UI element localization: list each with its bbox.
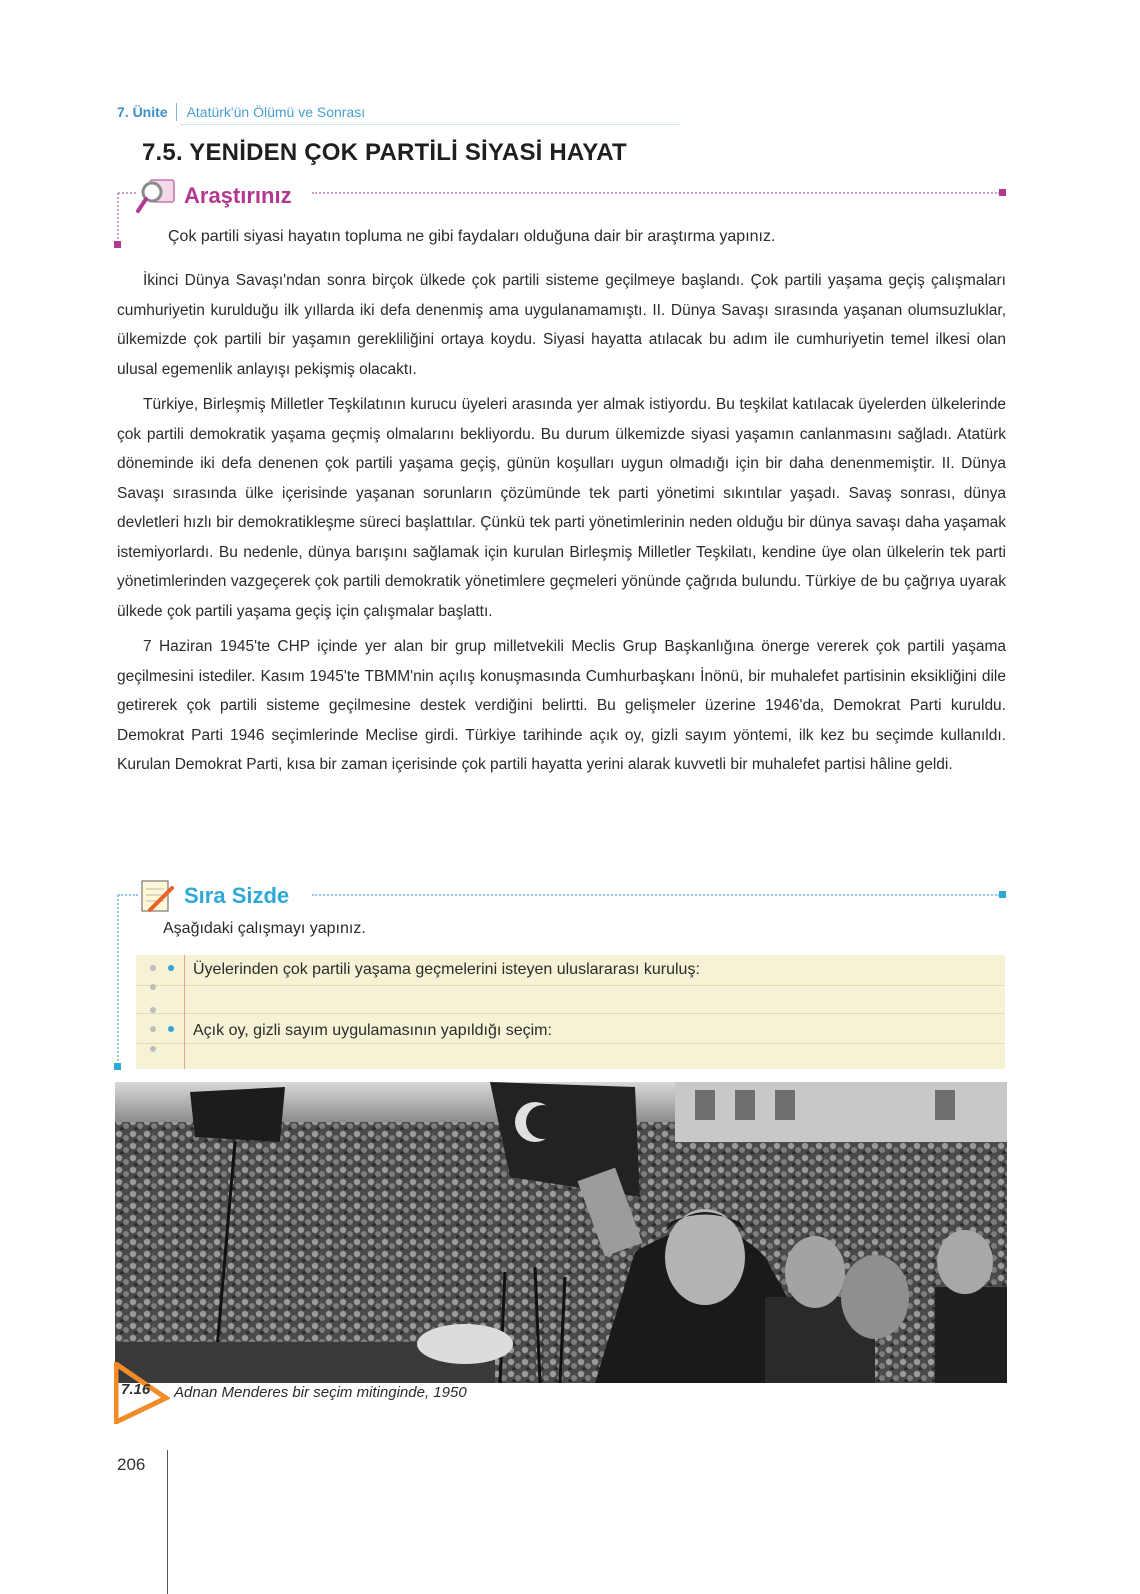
figure-number: 7.16 xyxy=(121,1381,151,1398)
header-rule xyxy=(180,124,680,125)
worksheet-line xyxy=(136,985,1005,986)
arastiriniz-heading xyxy=(136,178,292,214)
arastiriniz-left-border xyxy=(117,193,119,243)
arastiriniz-label: Araştırınız xyxy=(184,183,292,208)
sira-sizde-dots-right xyxy=(312,894,1000,896)
arastiriniz-task: Çok partili siyasi hayatın topluma ne gibi faydaları olduğuna dair bir araştırma yapınız. xyxy=(168,228,776,245)
magnifier-icon xyxy=(136,178,176,214)
paragraph-1: İkinci Dünya Savaşı'ndan sonra birçok ülkede çok partili sisteme geçilmeye başlandı. Çok partili yaşama geçiş çalışmaları cumhuriyetin kurulduğu ilk yıllarda iki defa denenmiş ama uygulanamamıştı. II. Dünya Savaşı sırasında yaşanan olumsuzluklar, ülkemizde çok partili bir yaşamın gerekliliğini ortaya koydu. Siyasi hayatta atılacak bu adım ile cumhuriyetin temel ilkesi olan ulusal egemenlik anlayışı pekişmiş olacaktı. xyxy=(117,272,1006,378)
arastiriniz-dots-right xyxy=(312,192,1000,194)
worksheet-margin xyxy=(184,955,185,1069)
sira-sizde-corner-marker xyxy=(114,1063,121,1070)
unit-label: 7. Ünite xyxy=(117,104,168,120)
bullet-dot xyxy=(150,1026,156,1032)
rally-photo-image xyxy=(115,1082,1007,1383)
question-1: Üyelerinden çok partili yaşama geçmelerini isteyen uluslararası kuruluş: xyxy=(193,961,700,978)
sira-sizde-task: Aşağıdaki çalışmayı yapınız. xyxy=(163,920,366,937)
bullet-dot xyxy=(150,965,156,971)
arastiriniz-end-marker xyxy=(999,189,1006,196)
worksheet-line xyxy=(136,1013,1005,1014)
paragraph-3: 7 Haziran 1945'te CHP içinde yer alan bir grup milletvekili Meclis Grup Başkanlığına önerge vererek çok partili yaşama geçilmesini istediler. Kasım 1945'te TBMM'nin açılış konuşmasında Cumhurbaşkanı İnönü, bir muhalefet partisinin eksikliğini dile getirerek çok partili sisteme geçilmesine destek verdiğini belirtti. Bu gelişmeler üzerine 1946'da, Demokrat Parti kuruldu. Demokrat Parti 1946 seçimlerinde Meclise girdi. Türkiye tarihinde açık oy, gizli sayım yöntemi, ilk kez bu seçimde kullanıldı. Kurulan Demokrat Parti, kısa bir zaman içerisinde çok partili hayatta yerini alarak kuvvetli bir muhalefet partisi hâline geldi. xyxy=(117,638,1006,773)
sira-sizde-end-marker xyxy=(999,891,1006,898)
worksheet-table xyxy=(136,955,1005,1069)
bullet-dot xyxy=(150,984,156,990)
bullet-dot xyxy=(168,965,174,971)
body-text xyxy=(117,266,1006,780)
arastiriniz-corner-marker xyxy=(114,241,121,248)
bullet-dot xyxy=(150,1046,156,1052)
bullet-dot xyxy=(150,1007,156,1013)
sira-sizde-heading xyxy=(138,878,289,914)
section-title: 7.5. YENİDEN ÇOK PARTİLİ SİYASİ HAYAT xyxy=(142,139,627,166)
arastiriniz-dots-left xyxy=(118,192,136,194)
sira-sizde-dots-left xyxy=(118,894,138,896)
rally-photo xyxy=(115,1082,1007,1383)
header-separator xyxy=(176,103,177,121)
question-2: Açık oy, gizli sayım uygulamasının yapıldığı seçim: xyxy=(193,1022,552,1039)
chapter-label: Atatürk'ün Ölümü ve Sonrası xyxy=(186,104,366,120)
page-number: 206 xyxy=(117,1455,146,1474)
sira-sizde-left-border xyxy=(117,895,119,1065)
worksheet-line xyxy=(136,1043,1005,1044)
notepad-pencil-icon xyxy=(138,878,176,914)
bullet-dot xyxy=(168,1026,174,1032)
figure-caption: Adnan Menderes bir seçim mitinginde, 1950 xyxy=(174,1384,467,1401)
paragraph-2: Türkiye, Birleşmiş Milletler Teşkilatının kurucu üyeleri arasında yer almak istiyordu. Bu teşkilat katılacak üyelerden ülkelerinde çok partili demokratik yaşama geçmiş olmalarını bekliyordu. Bu durum ülkemizde siyasi yaşamın canlanmasını sağladı. Atatürk döneminde iki defa denenen çok partili yaşama geçiş, günün koşulları uygun olmadığı için bir daha denenmemiştir. II. Dünya Savaşı sırasında ülke içerisinde yaşanan sorunların çözümünde tek parti yönetimi sıkıntılar yaşadı. Savaş sonrası, dünya devletleri hızlı bir demokratikleşme süreci başlattılar. Çünkü tek parti yönetimlerinin neden olduğu bir dünya savaşı daha yaşamak istemiyorlardı. Bu nedenle, dünya barışını sağlamak için kurulan Birleşmiş Milletler Teşkilatı, kendine üye olan ülkelerin tek parti yönetimlerinden vazgeçerek çok partili demokratik yönetimlere geçmeleri yönünde çağrıda bulundu. Türkiye de bu çağrıya uyarak ülkede çok partili yaşama geçiş için çalışmalar başlattı. xyxy=(117,396,1006,620)
unit-header xyxy=(117,103,365,121)
sira-sizde-label: Sıra Sizde xyxy=(184,883,290,908)
page-margin-rule xyxy=(167,1450,168,1594)
